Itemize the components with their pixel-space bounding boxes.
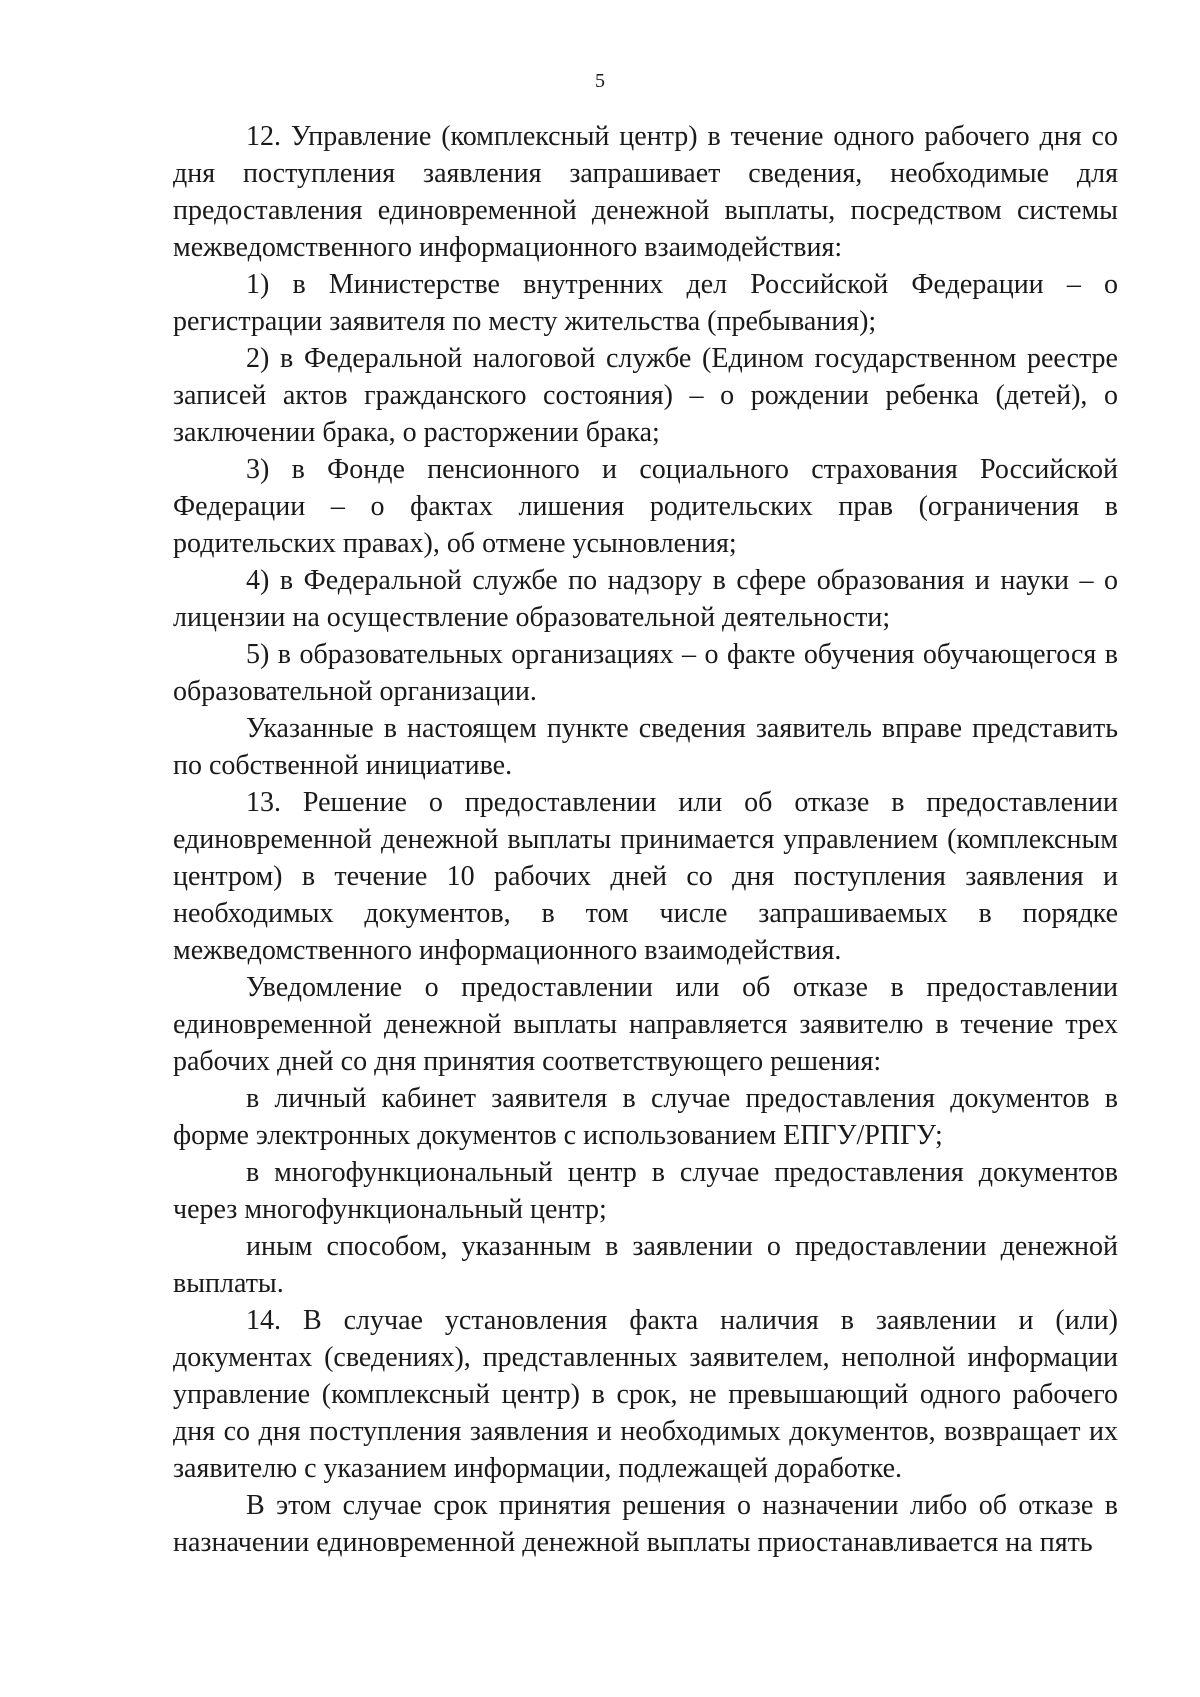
document-body [173,118,1118,1561]
paragraph-suspension-term: В этом случае срок принятия решения о назначении либо об отказе в назначении единовременной денежной выплаты приостанавливается на пять [173,1490,1118,1558]
paragraph-13-decision: 13. Решение о предоставлении или об отказе в предоставлении единовременной денежной выплаты принимается управлением (комплексным центром) в течение 10 рабочих дней со дня поступления заявления и необходимых документов, в том числе запрашиваемых в порядке межведомственного информационного взаимодействия. [173,787,1118,966]
paragraph-notification: Уведомление о предоставлении или об отказе в предоставлении единовременной денежной выплаты направляется заявителю в течение трех рабочих дней со дня принятия соответствующего решения: [173,972,1118,1077]
list-item-5: 5) в образовательных организациях – о факте обучения обучающегося в образовательной организации. [173,639,1118,707]
paragraph-own-initiative: Указанные в настоящем пункте сведения заявитель вправе представить по собственной инициативе. [173,713,1118,781]
notification-method-cabinet: в личный кабинет заявителя в случае предоставления документов в форме электронных документов с использованием ЕПГУ/РПГУ; [173,1083,1118,1151]
notification-method-other: иным способом, указанным в заявлении о предоставлении денежной выплаты. [173,1231,1118,1299]
list-item-2: 2) в Федеральной налоговой службе (Едином государственном реестре записей актов гражданского состояния) – о рождении ребенка (детей), о заключении брака, о расторжении брака; [173,343,1118,448]
list-item-3: 3) в Фонде пенсионного и социального страхования Российской Федерации – о фактах лишения родительских прав (ограничения в родительских правах), об отмене усыновления; [173,454,1118,559]
paragraph-14-incomplete-info: 14. В случае установления факта наличия в заявлении и (или) документах (сведениях), представленных заявителем, неполной информации управление (комплексный центр) в срок, не превышающий одного рабочего дня со дня поступления заявления и необходимых документов, возвращает их заявителю с указанием информации, подлежащей доработке. [173,1305,1118,1484]
paragraph-12-intro: 12. Управление (комплексный центр) в течение одного рабочего дня со дня поступления заявления запрашивает сведения, необходимые для предоставления единовременной денежной выплаты, посредством системы межведомственного информационного взаимодействия: [173,121,1118,263]
notification-method-mfc: в многофункциональный центр в случае предоставления документов через многофункциональный центр; [173,1157,1118,1225]
list-item-4: 4) в Федеральной службе по надзору в сфере образования и науки – о лицензии на осуществление образовательной деятельности; [173,565,1118,633]
page-number: 5 [595,70,605,92]
list-item-1: 1) в Министерстве внутренних дел Российской Федерации – о регистрации заявителя по месту жительства (пребывания); [173,269,1118,337]
